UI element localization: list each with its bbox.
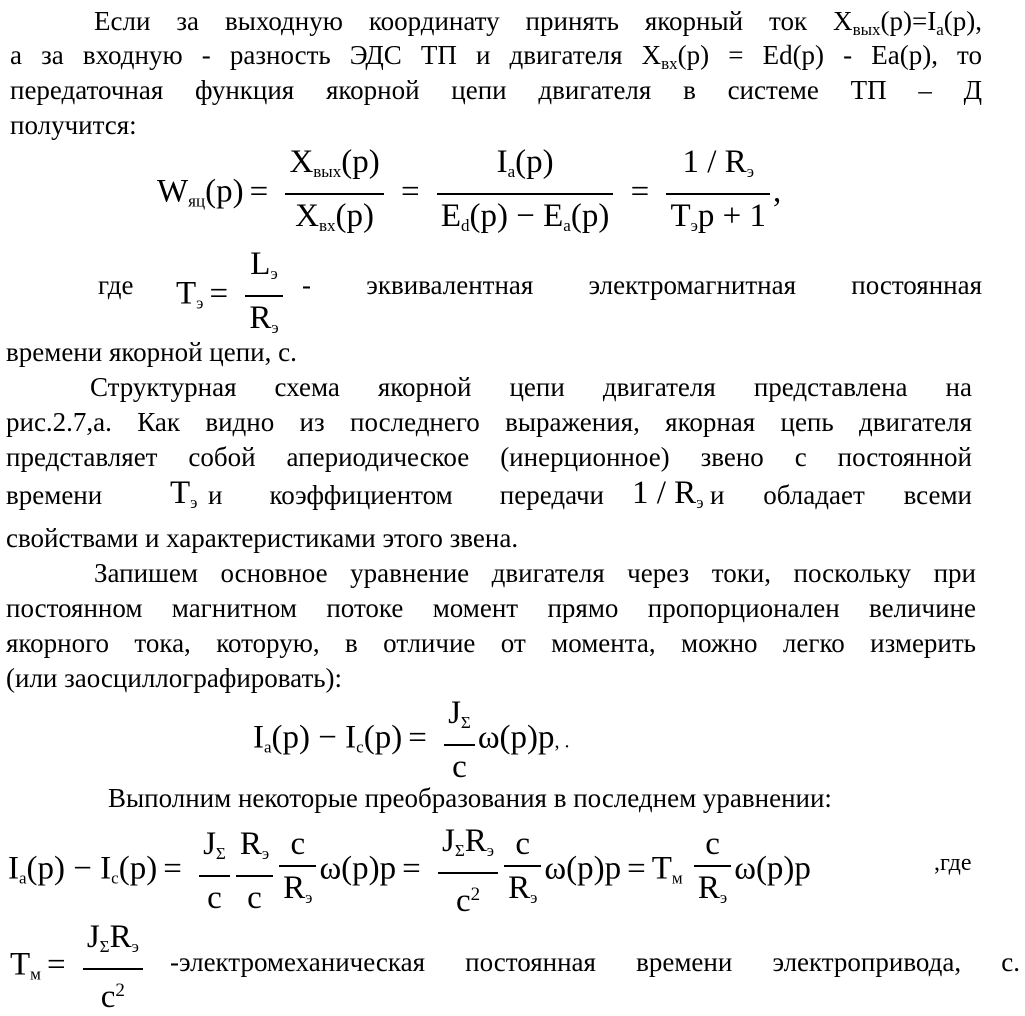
time-constant-formula: $T_э$ = $\frac{L_э}{R_э}$ — [176, 245, 286, 347]
text-line: Если за выходную координату принять якорный ток $X_{вых}(p)=I_a(p)$, — [94, 6, 982, 39]
text-line: представляет собой апериодическое (инерционное) звено с постоянной — [6, 442, 972, 472]
fraction-gain-over-lag: $\frac{1 / R_э}{T_эp + 1}$ — [666, 143, 770, 245]
text-line: -электромеханическая постоянная времени электропривода, с. — [170, 947, 1020, 977]
fraction-jr-over-c2: $\frac{J_\Sigma R_э}{c^2}$ — [438, 822, 498, 920]
fraction-ia-over-ed-minus-ea: $\frac{I_a(p)}{E_d(p) - E_a(p)}$ — [437, 143, 613, 245]
text-line: ,где — [934, 850, 972, 876]
motor-current-equation: $I_a(p) - I_c(p)$ = $\frac{J_\Sigma}{c}$ ω(p)p, . — [253, 695, 570, 785]
text-line: рис.2.7,а. Как видно из последнего выражения, якорная цепь двигателя — [6, 407, 972, 437]
fraction-j-over-c: $\frac{J_\Sigma}{c}$ — [444, 694, 475, 786]
text-line: и обладает всеми — [710, 480, 972, 510]
fraction-c-over-r: $\frac{c}{R_э}$ — [504, 825, 541, 917]
text-line: Выполним некоторые преобразования в последнем уравнении: — [108, 783, 832, 813]
text-line: а за входную - разность ЭДС ТП и двигателя $X_{вх}(p) = Ed(p) - Ea(p)$, то — [10, 40, 983, 73]
fraction-c-over-r: $\frac{c}{R_э}$ — [694, 825, 731, 917]
text-line: получится: — [10, 110, 137, 140]
electromechanical-time-constant-formula: $T_м$ = $\frac{J_\Sigma R_э}{c^2}$ — [10, 918, 146, 1016]
fraction-x-out-over-x-in: $\frac{X_{вых}(p)}{X_{вх}(p)}$ — [285, 143, 383, 245]
fraction-jr-over-c2: $\frac{J_\Sigma R_э}{c^2}$ — [83, 918, 143, 1016]
text-line: свойствами и характеристиками этого звена. — [6, 523, 519, 553]
inline-formula-te: $T_э$ — [170, 475, 198, 512]
transformation-equation: $I_a(p) - I_c(p)$ = $\frac{J_\Sigma}{c}$ $\frac{R_э}{c}$ $\frac{c}{R_э}$ ω(p)p = $\frac{J_\Sigma R_э}{c^2}$ $\frac{c}{R_э}$ $\omega(p)p = T_м$ $\frac{c}{R_э}$ ω(p)p — [8, 823, 811, 919]
text-line: - эквивалентная электромагнитная постоянная — [302, 270, 982, 300]
text-line: Запишем основное уравнение двигателя через токи, поскольку при — [94, 558, 976, 588]
text-line: где — [98, 270, 134, 300]
text-line: якорного тока, которую, в отличие от момента, можно легко измерить — [6, 628, 976, 658]
text-line: и коэффициентом передачи — [208, 480, 604, 510]
text-line: времени якорной цепи, с. — [6, 337, 297, 367]
text-line: времени — [6, 480, 103, 510]
fraction-c-over-r: $\frac{c}{R_э}$ — [279, 825, 316, 917]
text-line: постоянном магнитном потоке момент прямо пропорционален величине — [6, 593, 976, 623]
text-line: передаточная функция якорной цепи двигателя в системе ТП – Д — [10, 75, 982, 105]
fraction-l-over-r: $\frac{L_э}{R_э}$ — [245, 245, 282, 347]
text-line: Структурная схема якорной цепи двигателя представлена на — [90, 372, 972, 402]
fraction-r-over-c: $\frac{R_э}{c}$ — [236, 825, 273, 917]
fraction-j-over-c: $\frac{J_\Sigma}{c}$ — [199, 825, 230, 917]
inline-formula-gain: $1 / R_э$ — [632, 475, 704, 512]
text-line: (или заосциллографировать): — [6, 663, 343, 693]
transfer-function-formula: $W_{яц}(p)$ = $\frac{X_{вых}(p)}{X_{вх}(p)}$ = $\frac{I_a(p)}{E_d(p) - E_a(p)}$ = $\frac{1 / R_э}{T_эp + 1}$ , — [157, 143, 781, 245]
